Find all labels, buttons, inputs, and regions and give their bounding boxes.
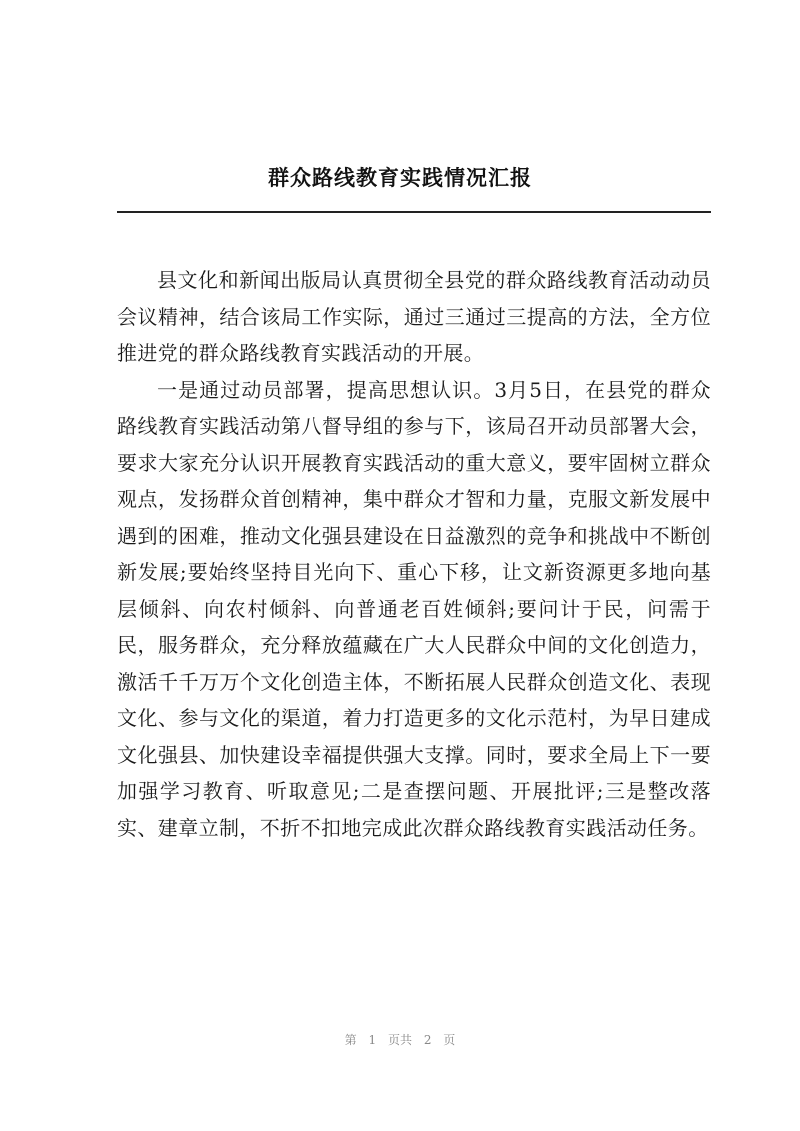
title-underline-divider <box>117 211 711 213</box>
footer-page-middle: 页共 <box>387 1033 412 1047</box>
document-body <box>117 262 711 846</box>
footer-page-prefix: 第 <box>344 1033 357 1047</box>
paragraph-first-point: 一是通过动员部署，提高思想认识。3月5日，在县党的群众路线教育实践活动第八督导组的参与下，该局召开动员部署大会，要求大家充分认识开展教育实践活动的重大意义，要牢固树立群众观点，发扬群众首创精神，集中群众才智和力量，克服文新发展中遇到的困难，推动文化强县建设在日益激烈的竞争和挑战中不断创新发展;要始终坚持目光向下、重心下移，让文新资源更多地向基层倾斜、向农村倾斜、向普通老百姓倾斜;要问计于民，问需于民，服务群众，充分释放蕴藏在广大人民群众中间的文化创造力，激活千千万万个文化创造主体，不断拓展人民群众创造文化、表现文化、参与文化的渠道，着力打造更多的文化示范村，为早日建成文化强县、加快建设幸福提供强大支撑。同时，要求全局上下一要加强学习教育、听取意见;二是查摆问题、开展批评;三是整改落实、建章立制，不折不扣地完成此次群众路线教育实践活动任务。 <box>117 377 711 840</box>
page-footer <box>0 1032 800 1048</box>
document-title: 群众路线教育实践情况汇报 <box>268 165 532 190</box>
footer-page-total: 2 <box>423 1033 432 1047</box>
paragraph-intro: 县文化和新闻出版局认真贯彻全县党的群众路线教育活动动员会议精神，结合该局工作实际，通过三通过三提高的方法，全方位推进党的群众路线教育实践活动的开展。 <box>117 268 711 365</box>
footer-page-current: 1 <box>368 1033 377 1047</box>
footer-page-suffix: 页 <box>443 1033 456 1047</box>
